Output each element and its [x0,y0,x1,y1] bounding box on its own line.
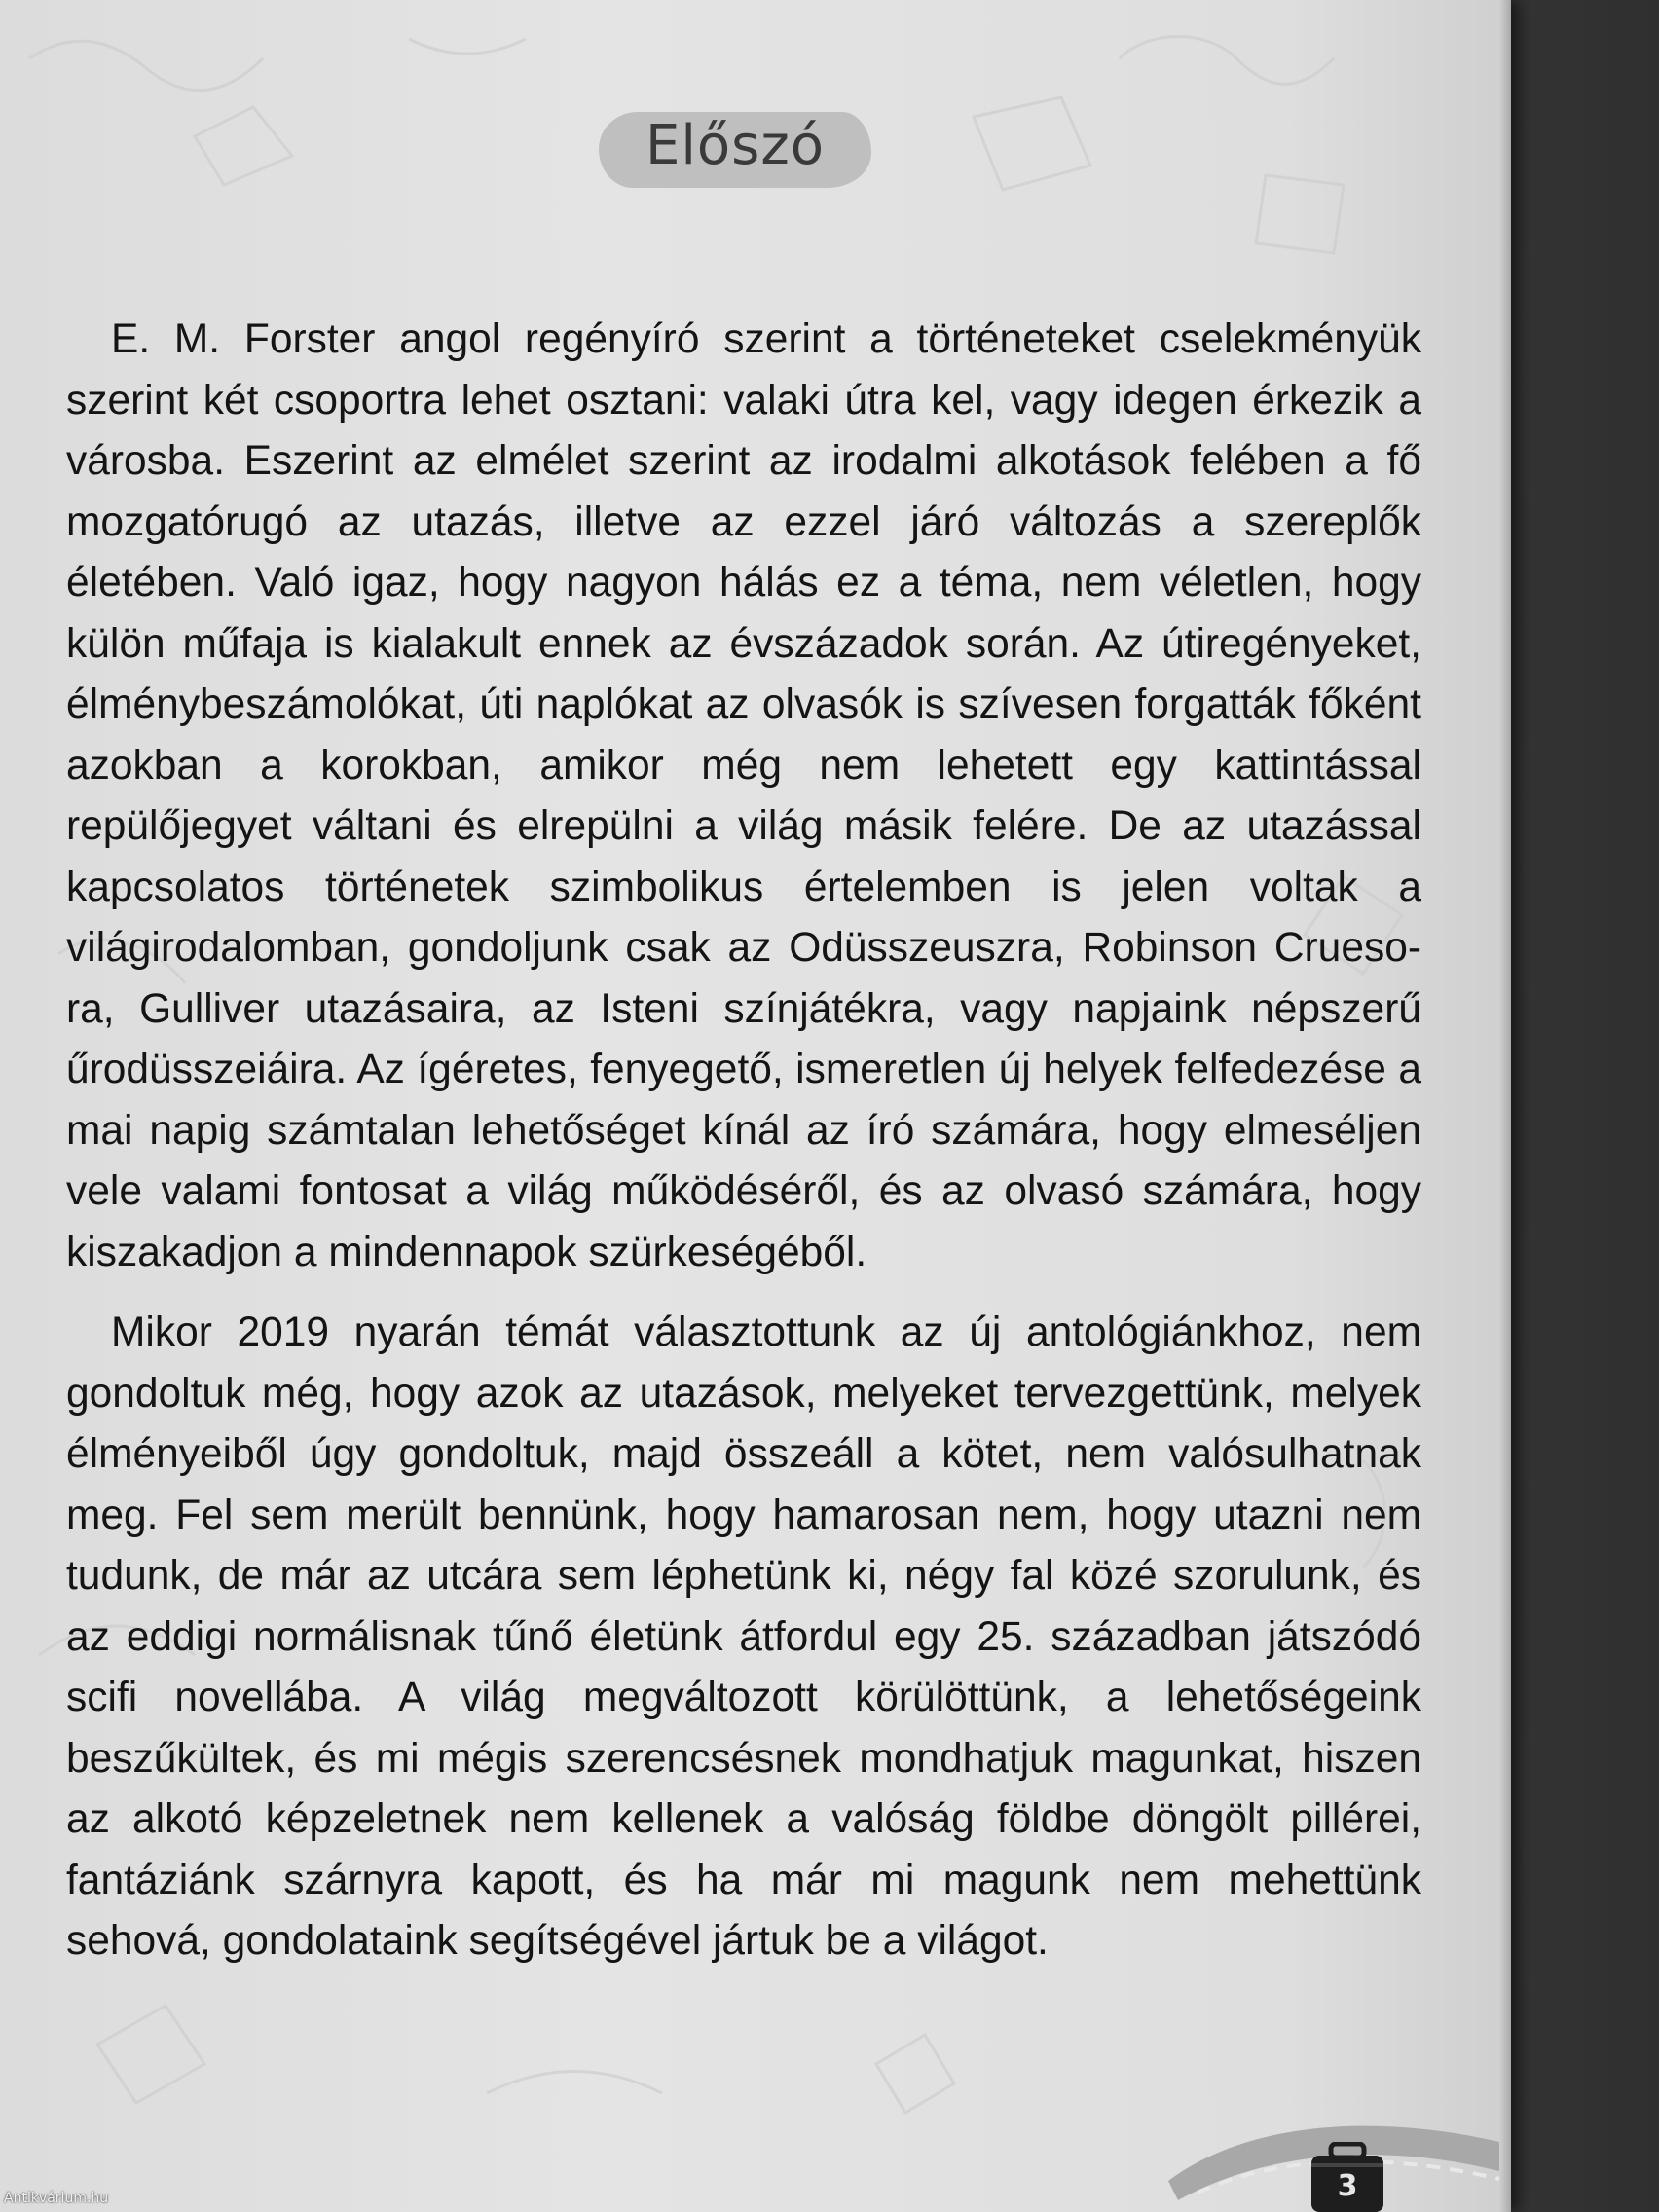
page-edge [1499,0,1511,2212]
paragraph-2: Mikor 2019 nyarán témát választottunk az új antológiánkhoz, nem gondoltuk még, hogy azok az utazások, melyeket tervezgettünk, melyek élményeiből úgy gondoltuk, majd összeáll a kötet, nem valósulhatnak meg. Fel sem merült bennünk, hogy hamarosan nem, hogy utazni nem tudunk, de már az utcára sem léphetünk ki, négy fal közé szorulunk, és az eddigi normálisnak tűnő életünk átfordul egy 25. században játszódó scifi novellába. A világ megváltozott körülöttünk, a lehetőségeink beszűkültek, és mi mégis szerencsésnek mondhatjuk magunkat, hiszen az alkotó képzeletnek nem kellenek a valóság földbe döngölt pillérei, fantáziánk szárnyra kapott, és ha már mi magunk nem mehettünk sehová, gondolataink segítségével jártuk be a világot. [66,1309,1421,1964]
paragraph-1: E. M. Forster angol regényíró szerint a történeteket cselekményük szerint két csoportra lehet osztani: valaki útra kel, vagy idegen érkezik a városba. Eszerint az elmélet szerint az irodalmi alkotások felében a fő mozgatórugó az utazás, illetve az ezzel járó változás a szereplők életében. Való igaz, hogy nagyon hálás ez a téma, nem véletlen, hogy külön műfaja is kialakult ennek az évszázadok során. Az útiregényeket, élménybeszámolókat, úti naplókat az olvasók is szívesen forgatták főként azokban a korokban, amikor még nem lehetett egy kattintással repülőjegyet váltani és elrepülni a világ másik felére. De az utazással kapcsolatos történetek szimbolikus értelemben is jelen voltak a világirodalomban, gondoljunk csak az Odüsszeuszra, Robinson Crueso-ra, Gulliver utazásaira, az Isteni színjátékra, vagy napjaink népszerű űrodüsszeiáira. Az ígéretes, fenyegető, ismeretlen új helyek felfedezése a mai napig számtalan lehetőséget kínál az író számára, hogy elmeséljen vele valami fontosat a világ működéséről, és az olvasó számára, hogy kiszakadjon a mindennapok szürkeségéből. [66,316,1421,1275]
page-title: Előszó [645,114,826,177]
watermark-label: Antikvárium.hu [4,2191,109,2206]
title-block [589,102,881,200]
page-number: 3 [1337,2169,1358,2203]
preface-text [66,310,1421,1972]
